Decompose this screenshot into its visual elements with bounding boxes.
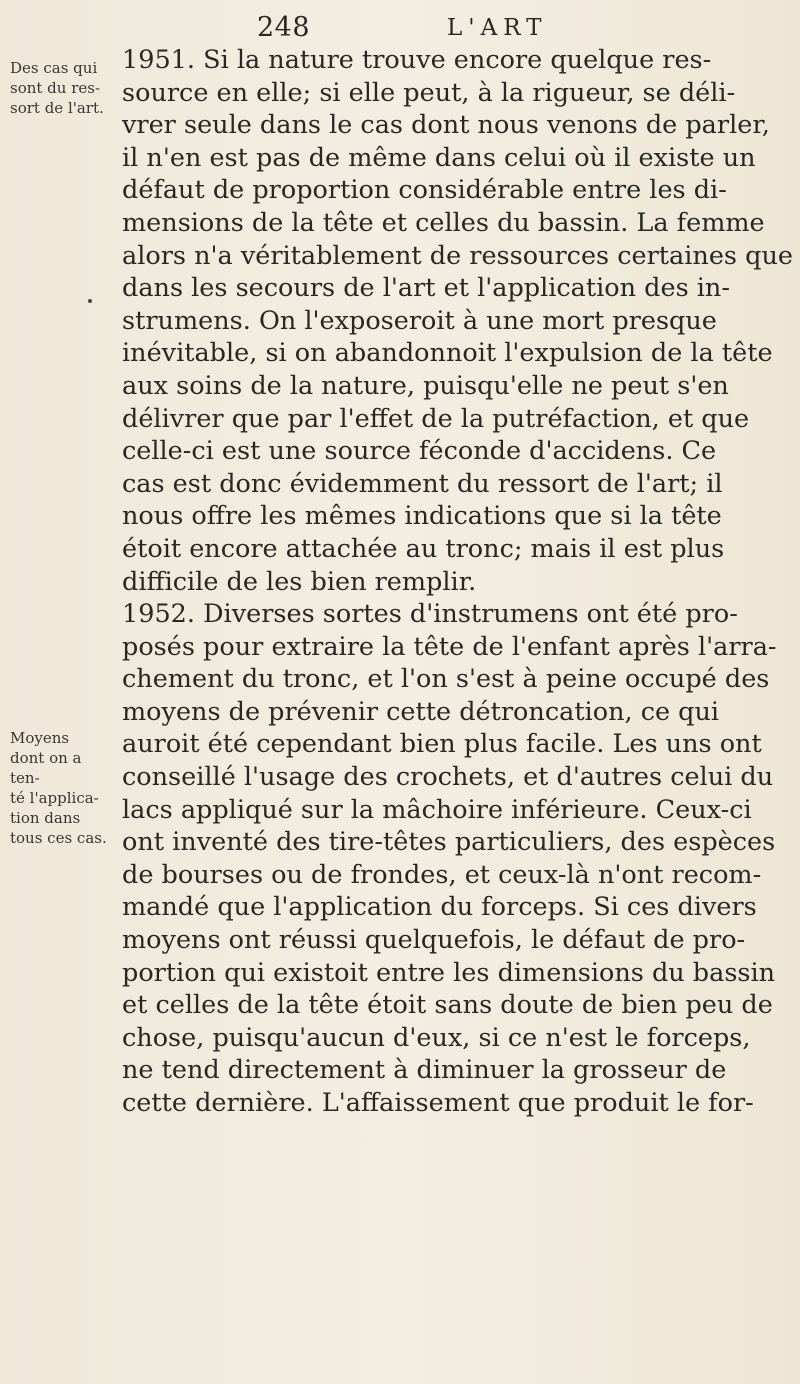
text-line: dans les secours de l'art et l'application des in- — [122, 273, 730, 304]
text-line: strumens. On l'exposeroit à une mort presque — [122, 305, 717, 336]
page-number: 248 — [257, 12, 311, 43]
text-line: alors n'a véritablement de ressources certaines que — [122, 240, 793, 271]
text-line: aux soins de la nature, puisqu'elle ne peut s'en — [122, 370, 729, 401]
text-line: moyens de prévenir cette détroncation, ce qui — [122, 696, 720, 727]
text-line: difficile de les bien remplir. — [122, 566, 477, 597]
text-line: posés pour extraire la tête de l'enfant après l'arra- — [122, 631, 777, 662]
text-line: ont inventé des tire-têtes particuliers, des espèces — [122, 827, 776, 858]
text-line: chose, puisqu'aucun d'eux, si ce n'est le forceps, — [122, 1022, 751, 1053]
text-line: défaut de proportion considérable entre les di- — [122, 175, 727, 206]
ink-speck — [88, 299, 92, 303]
text-line: vrer seule dans le cas dont nous venons de parler, — [122, 110, 770, 141]
text-line: de bourses ou de frondes, et ceux-là n'ont recom- — [122, 859, 762, 890]
text-line: et celles de la tête étoit sans doute de bien peu de — [122, 990, 773, 1021]
text-line: étoit encore attachée au tronc; mais il est plus — [122, 533, 725, 564]
text-line: celle-ci est une source féconde d'accidens. Ce — [122, 436, 717, 467]
margin-note-means: Moyens dont on a ten- té l'applica- tion dans tous ces cas. — [10, 729, 107, 847]
text-line: auroit été cependant bien plus facile. Les uns ont — [122, 729, 762, 760]
text-line: délivrer que par l'effet de la putréfaction, et que — [122, 403, 750, 434]
body-text — [122, 44, 793, 1120]
text-line: conseillé l'usage des crochets, et d'autres celui du — [122, 762, 774, 793]
text-line: source en elle; si elle peut, à la rigueur, se déli- — [122, 77, 736, 108]
text-line: 1951. Si la nature trouve encore quelque res- — [122, 45, 712, 75]
text-line: 1952. Diverses sortes d'instrumens ont été pro- — [122, 599, 738, 630]
running-title: L'ART — [447, 15, 548, 41]
text-line: portion qui existoit entre les dimensions du bassin — [122, 957, 776, 988]
text-line: nous offre les mêmes indications que si la tête — [122, 501, 722, 532]
text-line: moyens ont réussi quelquefois, le défaut de pro- — [122, 925, 746, 956]
text-line: inévitable, si on abandonnoit l'expulsion de la tête — [122, 338, 773, 369]
text-line: mensions de la tête et celles du bassin. La femme — [122, 207, 765, 238]
text-line: cette dernière. L'affaissement que produit le for- — [122, 1088, 754, 1118]
text-line: cas est donc évidemment du ressort de l'art; il — [122, 468, 723, 499]
margin-note-cases: Des cas qui sont du res- sort de l'art. — [10, 59, 104, 117]
text-line: ne tend directement à diminuer la grosseur de — [122, 1055, 727, 1086]
text-line: mandé que l'application du forceps. Si ces divers — [122, 892, 757, 923]
text-line: lacs appliqué sur la mâchoire inférieure. Ceux-ci — [122, 794, 752, 825]
page-header — [0, 6, 800, 46]
text-line: chement du tronc, et l'on s'est à peine occupé des — [122, 664, 770, 695]
text-line: il n'en est pas de même dans celui où il existe un — [122, 142, 756, 173]
